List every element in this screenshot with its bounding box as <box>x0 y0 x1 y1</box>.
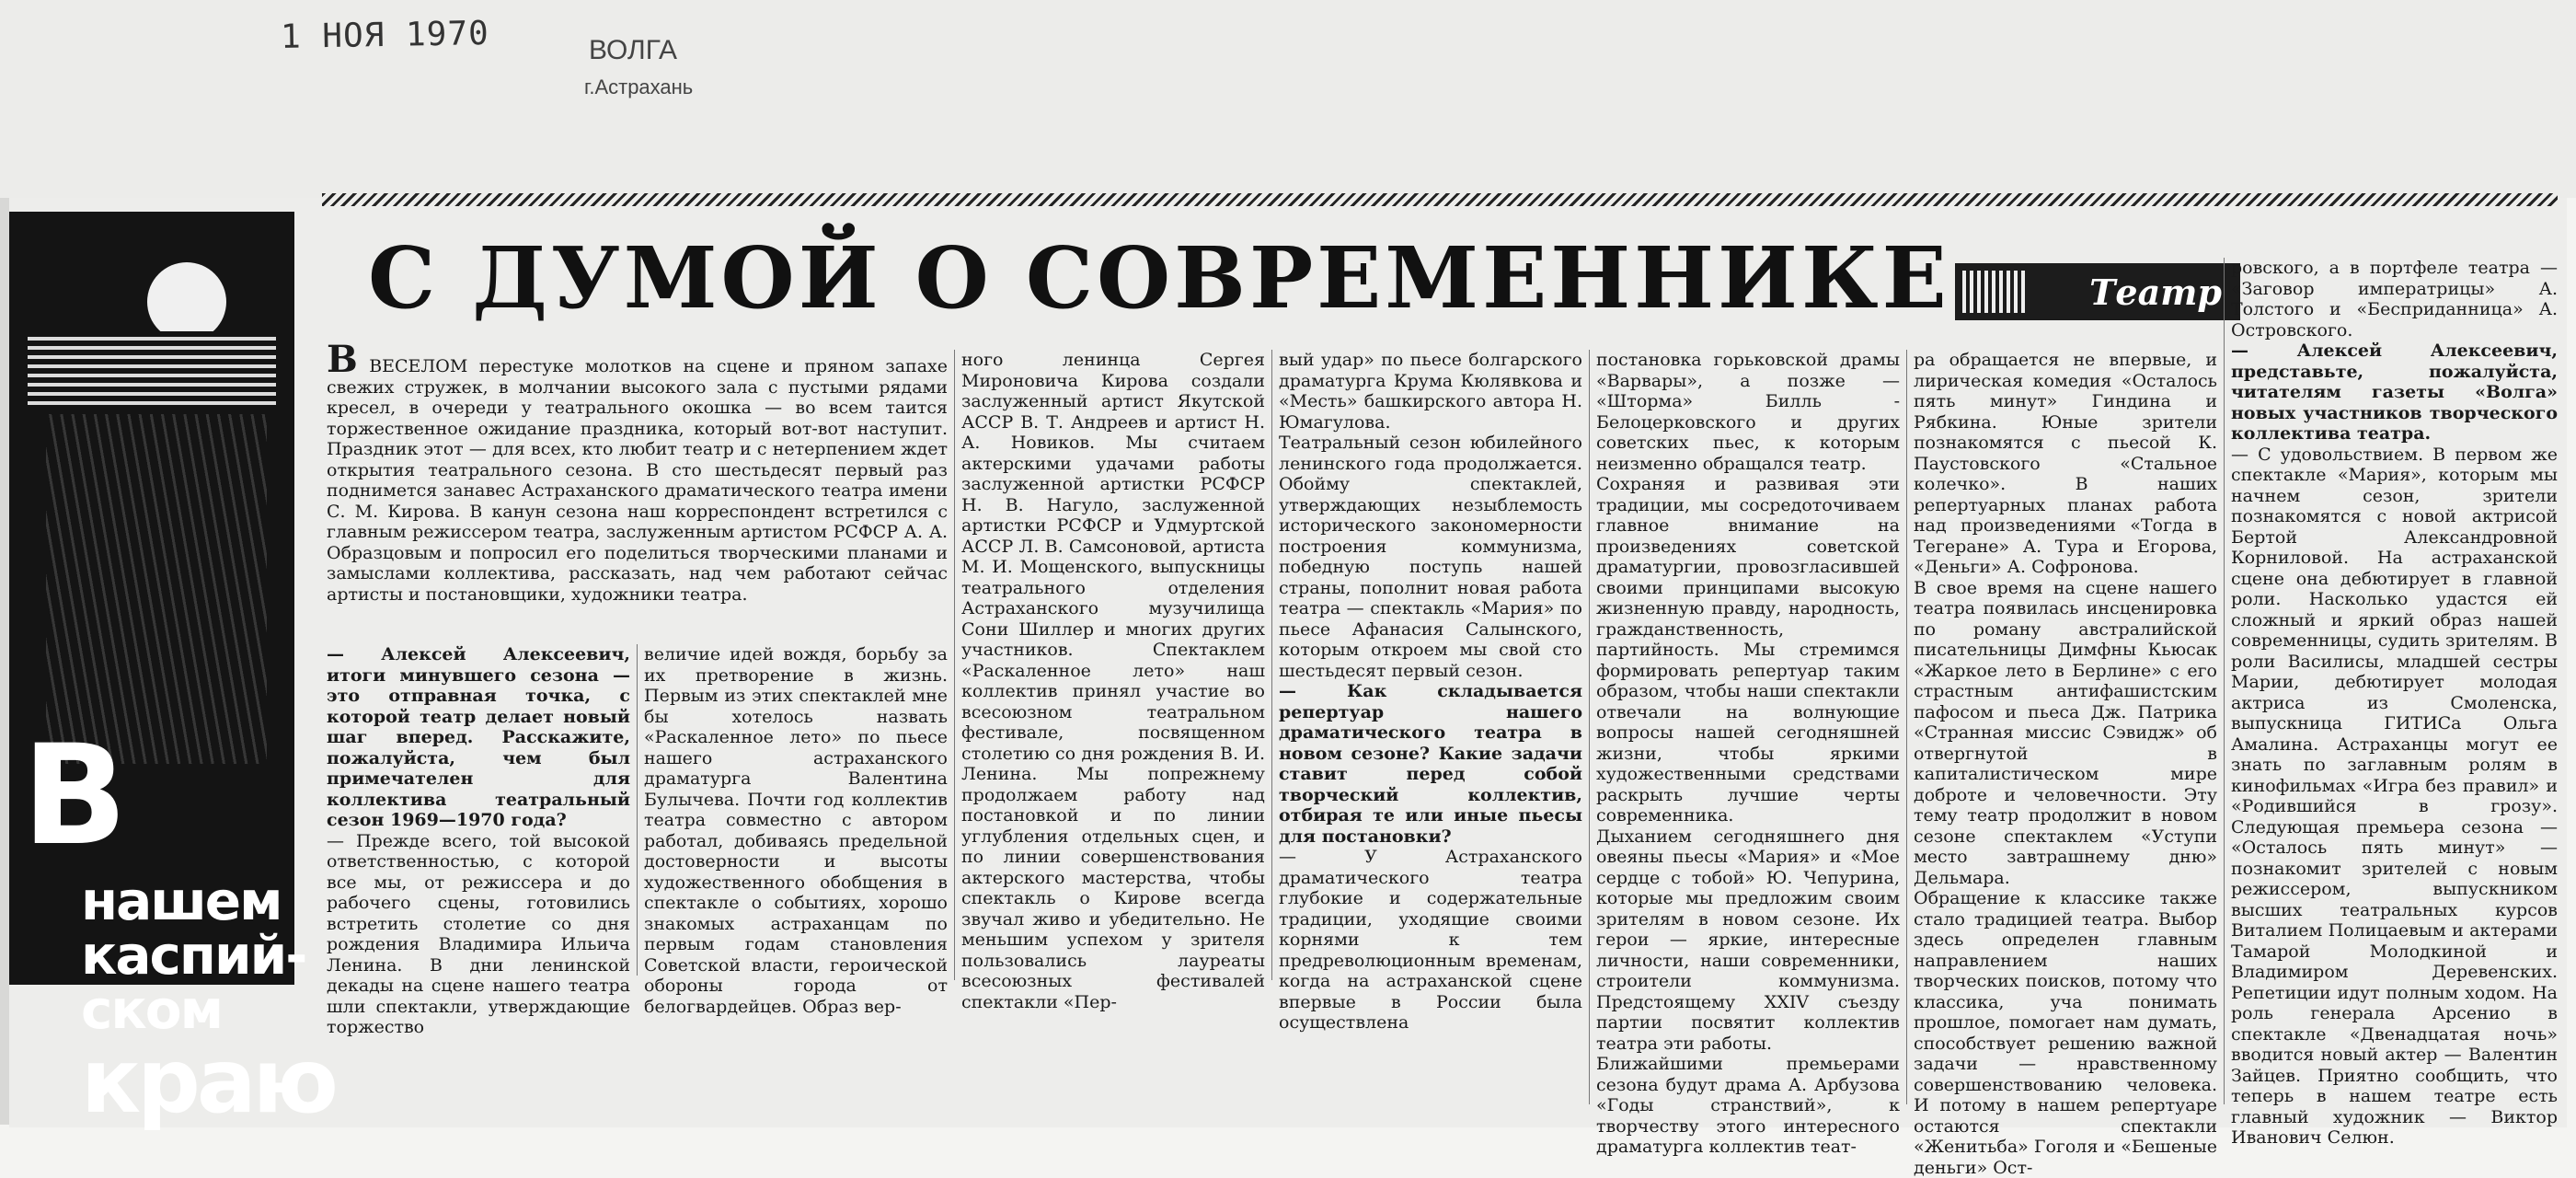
interview-answer: — У Астраханского драматического театра глубокие и содержательные традиции, уходящие своими корнями к тем предреволюционным временам, когда на астраханской сцене впервые в России была осуществлена <box>1279 847 1582 1033</box>
column-text: вый удар» по пьесе болгарского драматурга Крума Кюлявкова и «Месть» башкирского автора Н. Юмагулова. Театральный сезон юбилейного ленинского года продолжается. Обойму спектаклей, утверждающих незыблемость исторического закономерности построения коммунизма, победную поступь нашей страны, пополнит новая работа театра — спектакль «Мария» по пьесе Афанасия Салынского, которым откроем мы свой сто шестьдесят первый сезон. <box>1279 350 1582 681</box>
hatched-top-band <box>322 193 2558 206</box>
column-text: ровского, а в портфеле театра — «Заговор императрицы» А. Толстого и «Бесприданница» А. Островского. <box>2231 258 2558 341</box>
interview-question: — Алексей Алексеевич, представьте, пожалуйста, читателям газеты «Волга» новых участников творческого коллектива театра. <box>2231 341 2558 444</box>
article-column-5: постановка горьковской драмы «Варвары», а позже — «Шторма» Билль - Белоцерковского и других советских пьес, к которым неизменно обращался театр. Сохраняя и развивая эти традиции, мы сосредоточиваем главное внимание на произведениях советской драматургии, провозгласившей своими принципами высокую жизненную правду, народность, гражданственность, партийность. Мы стремимся формировать репертуар таким образом, чтобы наши спектакли отвечали на волнующие вопросы нашей сегодняшней жизни, чтобы яркими художественными средствами раскрыть лучшие черты современника. Дыханием сегодняшнего дня овеяны пьесы «Мария» и «Мое сердце с тобой» Ю. Чепурина, которые мы предложим своим зрителям в новом сезоне. Их герои — яркие, интересные личности, наши современники, строители коммунизма. Предстоящему XXIV съезду партии посвятит коллектив театра эти работы. Ближайшими премьерами сезона будут драма А. Арбузова «Годы странствий», к творчеству этого интересного драматурга коллектив теат- <box>1596 350 1900 1157</box>
rubric-title <box>81 870 335 1134</box>
article-column-3: ного ленинца Сергея Мироновича Кирова создали заслуженный артист Якутской АССР В. Т. Андреев и артист Н. А. Новиков. Мы считаем актерскими удачами работы заслуженной артистки РСФСР Н. В. Нагуло, заслуженной артистки РСФСР и Удмуртской АССР Л. В. Самсоновой, артиста М. И. Мощенского, выпускницы театрального отделения Астраханского музучилища Сони Шиллер и многих других участников. Спектаклем «Раскаленное лето» наш коллектив принял участие во всесоюзном театральном фестивале, посвященном столетию со дня рождения В. И. Ленина. Мы попрежнему продолжаем работу над постановкой и по линии углубления отдельных сцен, и по линии совершенствования актерского мастерства, чтобы спектакль о Кирове всегда звучал живо и убедительно. Не меньшим успехом у зрителя пользовались лауреаты всесоюзных фестивалей спектакли «Пер- <box>961 350 1265 1012</box>
theatre-section-logo: Театр <box>1955 263 2240 320</box>
rubric-line: ском <box>81 978 223 1042</box>
article-column-2: величие идей вождя, борьбу за их претворение в жизнь. Первым из этих спектаклей мне бы хотелось назвать «Раскаленное лето» по пьесе нашего астраханского драматурга Валентина Булычева. Почти год коллектив театра совместно с автором работал, добиваясь предельной достоверности и высоты художественного обобщения в спектакле о событиях, хорошо знакомых астраханцам по первым годам становления Советской власти, героической обороны города от белогвардейцев. Образ вер- <box>644 644 948 1017</box>
article-column-7 <box>2231 258 2558 1148</box>
newspaper-stamp: ВОЛГА <box>589 35 677 65</box>
reeds-illustration <box>46 414 267 764</box>
sun-illustration <box>147 262 226 341</box>
column-divider <box>1906 350 1907 1104</box>
article-intro: В ВЕСЕЛОМ перестуке молотков на сцене и пряном запахе свежих стружек, в молчании высокого зала с пустыми рядами кресел, в очереди у театрального окошка — во всем таится торжественное ожидание праздника, который вот-вот наступит. Праздник этот — для всех, кто любит театр и с нетерпением ждет открытия театрального сезона. В сто шестьдесят первый раз поднимется занавес Астраханского драматического театра имени С. М. Кирова. В канун сезона наш корреспондент встретился с главным режиссером театра, заслуженным артистом РСФСР А. А. Образцовым и попросил его поделиться творческими планами и замыслами коллектива, рассказать, над чем работают сейчас артисты и постановщики, художники театра. <box>327 338 948 605</box>
interview-answer: — Прежде всего, той высокой ответственностью, с которой все мы, от режиссера и до рабочего сцены, готовились встретить столетие со дня рождения Владимира Ильича Ленина. В дни ленинской декады на сцене нашего театра шли спектакли, утверждающие торжество <box>327 830 630 1037</box>
article-column-1 <box>327 644 630 1037</box>
interview-question: — Как складывается репертуар нашего драматического театра в новом сезоне? Какие задачи ставит перед собой творческий коллектив, отбирая те или иные пьесы для постановки? <box>1279 681 1582 847</box>
date-stamp: 1 НОЯ 1970 <box>280 15 490 56</box>
interview-answer: — С удовольствием. В первом же спектакле «Мария», которым мы начнем сезон, зрители познакомятся с новой актрисой Бертой Александровной Корниловой. На астраханской сцене она дебютирует в главной роли. Насколько удастся ей сложный и яркий образ нашей современницы, судить зрителям. В роли Василисы, младшей сестры Марии, дебютирует молодая актриса из Смоленска, выпускница ГИТИСа Ольга Амалина. Астраханцы могут ее знать по заглавным ролям в кинофильмах «Игра без правил» и «Родившийся в грозу». Следующая премьера сезона — «Осталось пять минут» — познакомит зрителей с новым режиссером, выпускником высших театральных курсов Виталием Полицаевым и актерами Тамарой Молодкиной и Владимиром Деревенских. Репетиции идут полным ходом. На роль генерала Арсенио в спектакле «Двенадцатая ночь» вводится новый актер — Валентин Зайцев. Приятно сообщить, что теперь в нашем театре есть главный художник — Виктор Иванович Селюн. <box>2231 444 2558 1148</box>
article-column-6: ра обращается не впервые, и лирическая комедия «Осталось пять минут» Гиндина и Рябкина. Юные зрители познакомятся с пьесой К. Паустовского «Стальное колечко». В наших репертуарных планах работа над произведениями «Тогда в Тегеране» А. Тура и Егорова, «Деньги» А. Софронова. В свое время на сцене нашего театра появилась инсценировка по роману австралийской писательницы Димфны Кьюсак «Жаркое лето в Берлине» с его страстным антифашистским пафосом и пьеса Дж. Патрика «Странная миссис Сэвидж» об отвергнутой в капиталистическом мире доброте и человечности. Эту тему театр продолжит в новом сезоне спектаклем «Уступи место завтрашнему дню» Дельмара. Обращение к классике также стало традицией театра. Выбор здесь определен главным направлением наших творческих поисков, потому что классика, уча понимать прошлое, помогает нам думать, способствует решению важной задачи — нравственному совершенствованию человека. И потому в нашем репертуаре остаются спектакли «Женитьба» Гоголя и «Бешеные деньги» Ост- <box>1914 350 2217 1178</box>
column-divider <box>954 350 955 980</box>
city-stamp: г.Астрахань <box>584 75 694 98</box>
rubric-panel <box>9 212 335 1134</box>
rubric-line: каспий- <box>81 924 306 987</box>
water-illustration <box>28 331 276 405</box>
column-divider <box>1271 350 1272 980</box>
article-column-4 <box>1279 350 1582 1033</box>
column-divider <box>1589 350 1590 1104</box>
column-divider <box>2224 258 2225 1104</box>
article-headline: С ДУМОЙ О СОВРЕМЕННИКЕ <box>368 228 1950 328</box>
interview-question: — Алексей Алексеевич, итоги минувшего сезона — это отправная точка, с которой театр делает новый шаг вперед. Расскажите, пожалуйста, чем был примечателен для коллектива театральный сезон 1969—1970 года? <box>327 644 630 830</box>
rubric-letter: В <box>22 716 128 876</box>
rubric-line: нашем <box>81 870 282 932</box>
rubric-line: краю <box>81 1030 335 1134</box>
column-divider <box>637 644 638 976</box>
